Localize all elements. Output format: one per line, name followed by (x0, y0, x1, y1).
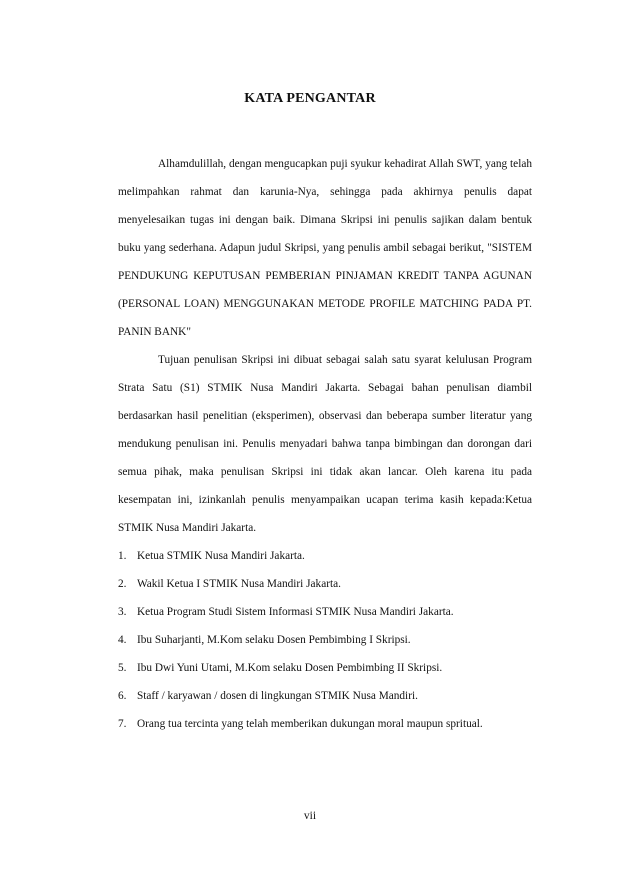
paragraph-2: Tujuan penulisan Skripsi ini dibuat sebagai salah satu syarat kelulusan Program Strata Satu (S1) STMIK Nusa Mandiri Jakarta. Sebagai bahan penulisan diambil berdasarkan hasil penelitian (eksperimen), observasi dan beberapa sumber literatur yang mendukung penulisan ini. Penulis menyadari bahwa tanpa bimbingan dan dorongan dari semua pihak, maka penulisan Skripsi ini tidak akan lancar. Oleh karena itu pada kesempatan ini, izinkanlah penulis menyampaikan ucapan terima kasih kepada:Ketua STMIK Nusa Mandiri Jakarta. (118, 354, 532, 534)
paragraph-1: Alhamdulillah, dengan mengucapkan puji syukur kehadirat Allah SWT, yang telah melimpahkan rahmat dan karunia-Nya, sehingga pada akhirnya penulis dapat menyelesaikan tugas ini dengan baik. Dimana Skripsi ini penulis sajikan dalam bentuk buku yang sederhana. Adapun judul Skripsi, yang penulis ambil sebagai berikut, "SISTEM PENDUKUNG KEPUTUSAN PEMBERIAN PINJAMAN KREDIT TANPA AGUNAN (PERSONAL LOAN) MENGGUNAKAN METODE PROFILE MATCHING PADA PT. PANIN BANK" (118, 158, 532, 338)
list-text: Ibu Suharjanti, M.Kom selaku Dosen Pembimbing I Skripsi. (137, 634, 411, 646)
list-text: Wakil Ketua I STMIK Nusa Mandiri Jakarta. (137, 578, 341, 590)
list-number: 4. (118, 634, 127, 646)
list-text: Staff / karyawan / dosen di lingkungan STMIK Nusa Mandiri. (137, 690, 418, 702)
list-item (118, 626, 532, 654)
list-item (118, 542, 532, 570)
document-body (118, 150, 532, 738)
page-number: vii (303, 810, 317, 822)
list-number: 3. (118, 606, 127, 618)
list-item (118, 598, 532, 626)
list-number: 6. (118, 690, 127, 702)
list-number: 7. (118, 718, 127, 730)
list-text: Ibu Dwi Yuni Utami, M.Kom selaku Dosen Pembimbing II Skripsi. (137, 662, 443, 674)
list-item (118, 710, 532, 738)
page-title: KATA PENGANTAR (244, 91, 376, 106)
list-number: 1. (118, 550, 127, 562)
list-item (118, 570, 532, 598)
list-item (118, 654, 532, 682)
list-text: Orang tua tercinta yang telah memberikan dukungan moral maupun spritual. (137, 718, 483, 730)
acknowledgement-list (118, 542, 532, 738)
list-item (118, 682, 532, 710)
list-text: Ketua Program Studi Sistem Informasi STMIK Nusa Mandiri Jakarta. (137, 606, 454, 618)
list-number: 5. (118, 662, 127, 674)
list-number: 2. (118, 578, 127, 590)
list-text: Ketua STMIK Nusa Mandiri Jakarta. (137, 550, 305, 562)
